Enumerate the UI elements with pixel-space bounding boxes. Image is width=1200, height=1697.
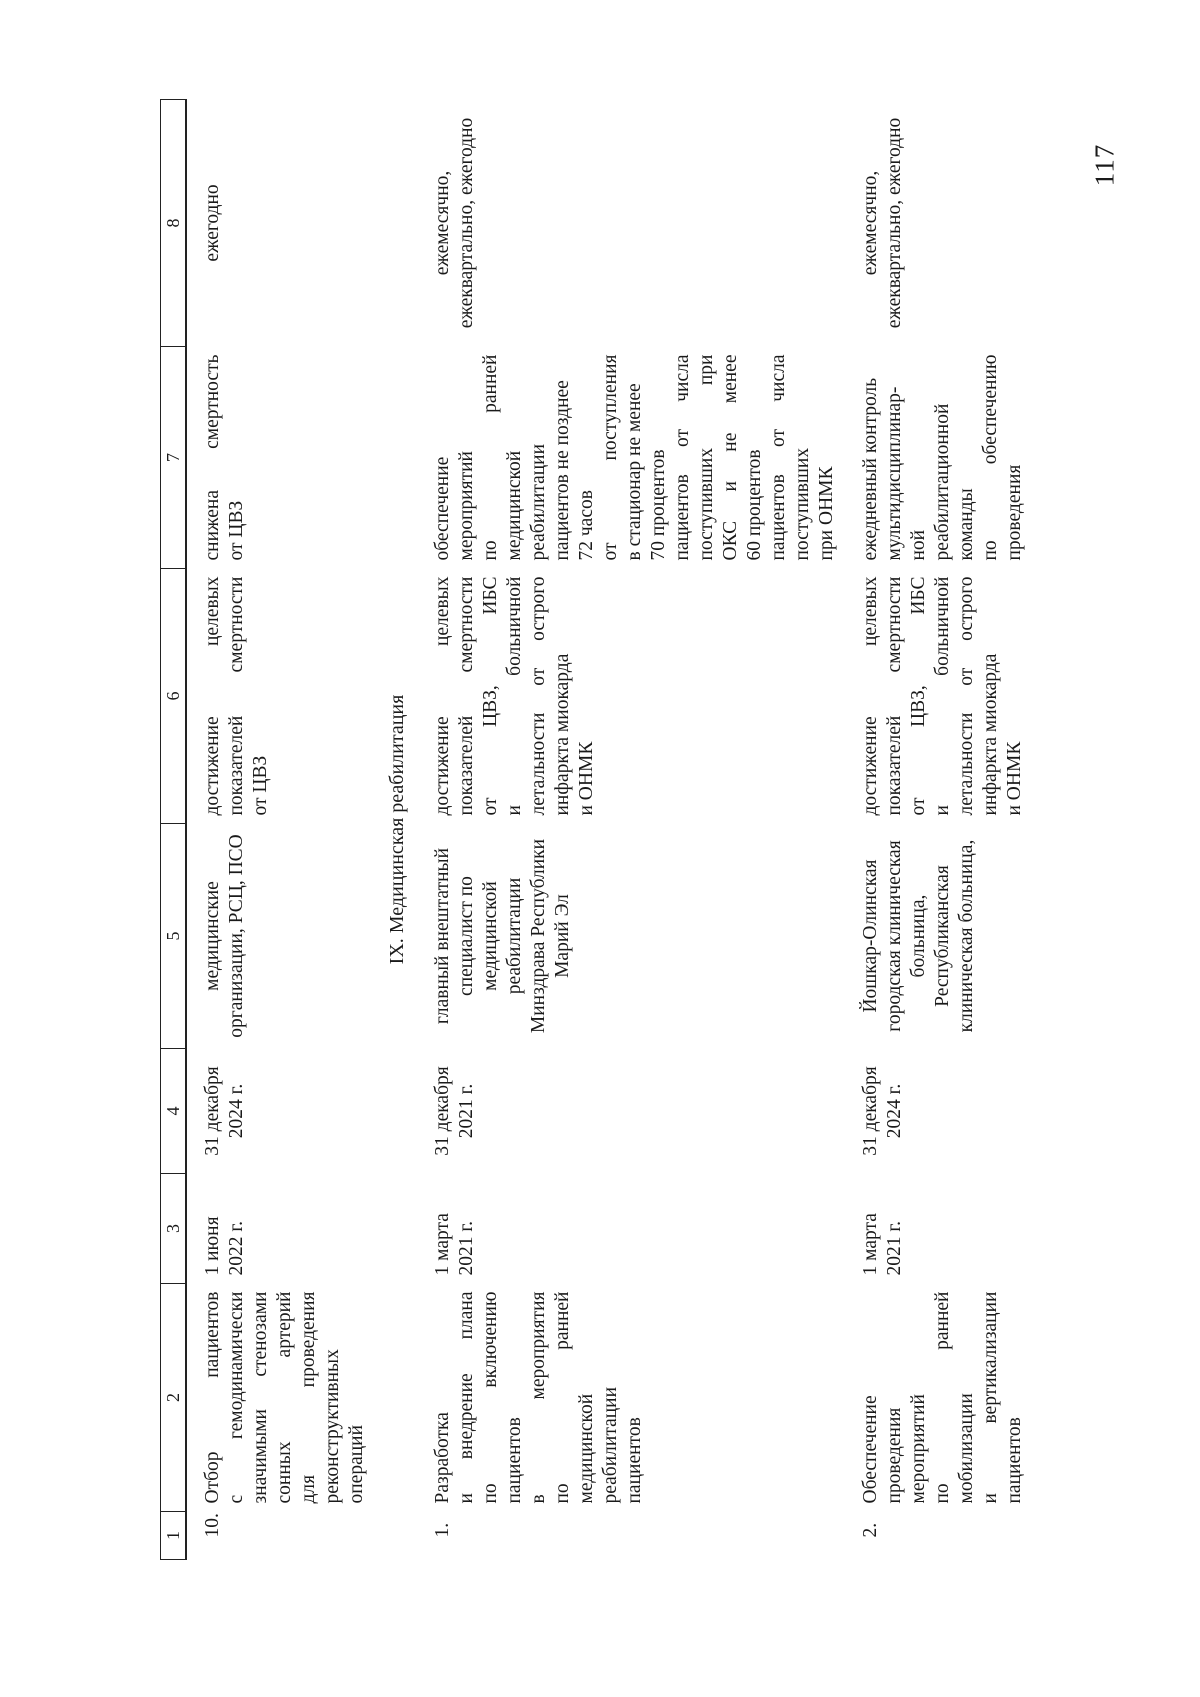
- start-date-cell: 1 июня 2022 г.: [202, 1216, 247, 1276]
- action-line: реконструктивных: [322, 1349, 343, 1504]
- section-title: IX. Медицинская реабилитация: [386, 694, 408, 965]
- result-line: при ОНМК: [816, 466, 837, 561]
- result-line: медицинской: [504, 450, 525, 561]
- result-line: пациентов от числа: [768, 354, 789, 561]
- end-date-cell: 31 декабря 2024 г.: [860, 1066, 905, 1156]
- result-line: пациентов от числа: [672, 354, 693, 561]
- responsible-cell: медицинские организации, РСЦ, ПСО: [202, 834, 247, 1038]
- column-number-row: [161, 100, 187, 1560]
- indicator-line: летальности от острого: [956, 576, 977, 816]
- action-line: операций: [346, 1424, 367, 1504]
- action-line: с гемодинамически: [226, 1291, 247, 1504]
- indicator-line: инфаркта миокарда: [980, 653, 1001, 816]
- action-line: в мероприятия: [528, 1291, 549, 1504]
- action-cell: [845, 1284, 1033, 1512]
- action-line: Отбор пациентов: [202, 1291, 223, 1504]
- responsible-cell: главный внештатный специалист по медицинской реабилитации Минздрава Республики Марий Эл: [432, 838, 573, 1034]
- result-line: команды: [956, 488, 977, 561]
- frequency-cell: ежемесячно, ежеквартально, ежегодно: [860, 117, 905, 329]
- indicator-line: и ОНМК: [576, 741, 597, 816]
- result-line: от поступления: [600, 354, 621, 561]
- action-line: по ранней: [552, 1291, 573, 1504]
- column-number-6: 6: [161, 569, 187, 824]
- indicator-line: от ЦВЗ, ИБС: [480, 576, 501, 816]
- column-number-1: 1: [161, 1512, 187, 1560]
- indicator-line: летальности от острого: [528, 576, 549, 816]
- result-line: обеспечение: [432, 456, 453, 561]
- action-line: Разработка: [432, 1412, 453, 1504]
- result-line: 72 часов: [576, 490, 597, 561]
- action-cell: [417, 1284, 845, 1512]
- indicator-line: от ЦВЗ: [250, 755, 271, 816]
- end-date-cell: 31 декабря 2021 г.: [432, 1066, 477, 1156]
- result-line: поступивших при: [696, 354, 717, 561]
- column-number-7: 7: [161, 347, 187, 569]
- indicator-line: инфаркта миокарда: [552, 653, 573, 816]
- result-line: ежедневный контроль: [860, 377, 881, 561]
- action-line: и вертикализации: [980, 1291, 1001, 1504]
- indicator-line: и ОНМК: [1004, 741, 1025, 816]
- action-line: реабилитации: [600, 1386, 621, 1504]
- action-line: по ранней: [932, 1291, 953, 1504]
- result-line: реабилитации: [528, 443, 549, 561]
- result-cell: [186, 347, 375, 569]
- indicator-line: и больничной: [504, 576, 525, 816]
- action-line: пациентов: [504, 1417, 525, 1504]
- page-number: 117: [1089, 143, 1120, 187]
- action-cell: [186, 1284, 375, 1512]
- result-line: по ранней: [480, 354, 501, 561]
- rotated-table-sheet: [160, 100, 1025, 1560]
- frequency-cell: ежемесячно, ежеквартально, ежегодно: [432, 117, 477, 329]
- column-number-3: 3: [161, 1174, 187, 1284]
- action-line: для проведения: [298, 1291, 319, 1504]
- result-line: от ЦВЗ: [226, 500, 247, 561]
- start-date-cell: 1 марта 2021 г.: [432, 1213, 477, 1276]
- result-line: поступивших: [792, 447, 813, 561]
- row-number: 1.: [432, 1522, 453, 1538]
- row-number: 2.: [860, 1522, 881, 1538]
- frequency-cell: ежегодно: [202, 184, 223, 262]
- section-row: [375, 100, 417, 1560]
- indicator-line: достижение целевых: [860, 576, 881, 816]
- action-line: сонных артерий: [274, 1291, 295, 1504]
- responsible-cell: Йошкар-Олинская городская клиническая больница, Республиканская клиническая больница,: [860, 839, 977, 1033]
- result-line: пациентов не позднее: [552, 380, 573, 561]
- end-date-cell: 31 декабря 2024 г.: [202, 1066, 247, 1156]
- result-cell: [417, 347, 845, 569]
- action-line: медицинской: [576, 1393, 597, 1504]
- indicator-line: от ЦВЗ, ИБС: [908, 576, 929, 816]
- table-row: [186, 100, 375, 1560]
- indicator-line: показателей смертности: [456, 576, 477, 816]
- result-line: 60 процентов: [744, 449, 765, 561]
- indicator-cell: [845, 569, 1033, 824]
- column-number-4: 4: [161, 1049, 187, 1174]
- action-line: пациентов: [624, 1417, 645, 1504]
- indicator-line: показателей смертности: [226, 576, 247, 816]
- table-row: [845, 100, 1033, 1560]
- plan-table: [160, 99, 1033, 1560]
- result-line: ОКС и не менее: [720, 354, 741, 561]
- result-line: реабилитационной: [932, 403, 953, 561]
- indicator-line: достижение целевых: [202, 576, 223, 816]
- column-number-5: 5: [161, 824, 187, 1049]
- result-line: по обеспечению: [980, 354, 1001, 561]
- action-line: Обеспечение: [860, 1395, 881, 1504]
- action-line: значимыми стенозами: [250, 1291, 271, 1504]
- indicator-line: показателей смертности: [884, 576, 905, 816]
- indicator-line: достижение целевых: [432, 576, 453, 816]
- result-line: ной: [908, 529, 929, 561]
- indicator-line: и больничной: [932, 576, 953, 816]
- action-line: по включению: [480, 1291, 501, 1504]
- start-date-cell: 1 марта 2021 г.: [860, 1213, 905, 1276]
- indicator-cell: [417, 569, 845, 824]
- result-line: в стационар не менее: [624, 383, 645, 561]
- result-line: 70 процентов: [648, 449, 669, 561]
- indicator-cell: [186, 569, 375, 824]
- result-cell: [845, 347, 1033, 569]
- result-line: проведения: [1004, 464, 1025, 561]
- result-line: мероприятий: [456, 451, 477, 561]
- column-number-8: 8: [161, 100, 187, 347]
- column-number-2: 2: [161, 1284, 187, 1512]
- result-line: мультидисциплинар-: [884, 386, 905, 561]
- table-row: [417, 100, 845, 1560]
- action-line: мобилизации: [956, 1393, 977, 1504]
- action-line: пациентов: [1004, 1417, 1025, 1504]
- row-number: 10.: [202, 1513, 223, 1538]
- action-line: мероприятий: [908, 1394, 929, 1504]
- action-line: и внедрение плана: [456, 1291, 477, 1504]
- result-line: снижена смертность: [202, 354, 223, 561]
- action-line: проведения: [884, 1407, 905, 1504]
